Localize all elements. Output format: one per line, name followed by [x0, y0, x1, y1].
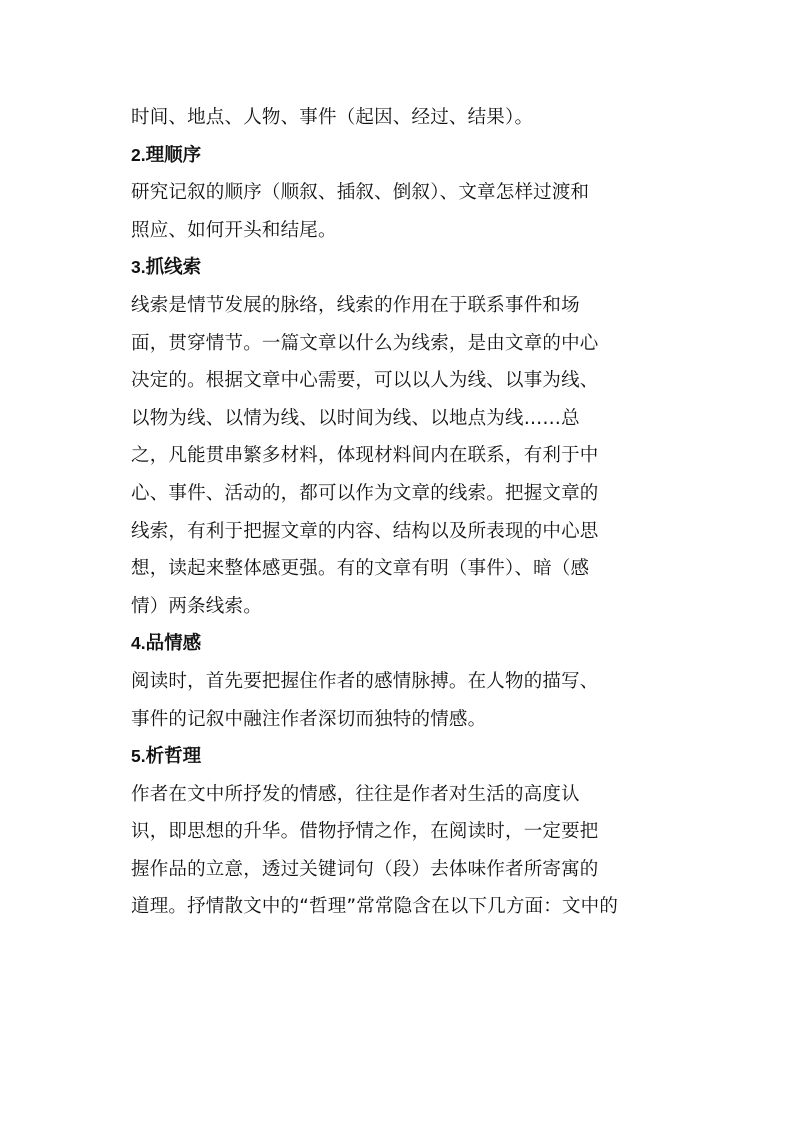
section-emotion — [131, 625, 663, 738]
section-title: 品情感 — [145, 633, 202, 655]
paragraph-line: 线索，有利于把握文章的内容、结构以及所表现的中心思 — [131, 520, 599, 542]
document-body — [131, 99, 663, 926]
paragraph-line: 时间、地点、人物、事件（起因、经过、结果）。 — [131, 107, 534, 128]
paragraph-line: 决定的。根据文章中心需要，可以以人为线、以事为线、 — [131, 370, 599, 392]
section-number: 5. — [131, 746, 146, 767]
section-title: 理顺序 — [145, 144, 202, 166]
paragraph-line: 研究记叙的顺序（顺叙、插叙、倒叙）、文章怎样过渡和 — [131, 182, 590, 204]
section-title: 析哲理 — [145, 746, 202, 768]
paragraph-line: 握作品的立意，透过关键词句（段）去体味作者所寄寓的 — [131, 858, 599, 880]
section-order — [131, 137, 663, 250]
paragraph-line: 作者在文中所抒发的情感，往往是作者对生活的高度认 — [131, 783, 580, 805]
paragraph-line: 情）两条线索。 — [131, 595, 262, 617]
section-heading — [131, 738, 663, 776]
section-number: 3. — [131, 257, 146, 278]
section-heading — [131, 137, 663, 175]
paragraph-line: 事件的记叙中融注作者深切而独特的情感。 — [131, 708, 487, 730]
paragraph-line: 之，凡能贯串繁多材料，体现材料间内在联系，有利于中 — [131, 445, 599, 467]
paragraph-line: 阅读时，首先要把握住作者的感情脉搏。在人物的描写、 — [131, 670, 599, 692]
section-philosophy — [131, 738, 663, 926]
section-number: 4. — [131, 633, 146, 654]
paragraph-line: 以物为线、以情为线、以时间为线、以地点为线……总 — [131, 407, 580, 429]
paragraph-line: 想，读起来整体感更强。有的文章有明（事件）、暗（感 — [131, 558, 590, 580]
paragraph-line: 面，贯穿情节。一篇文章以什么为线索，是由文章的中心 — [131, 332, 599, 354]
section-heading — [131, 249, 663, 287]
paragraph-line: 照应、如何开头和结尾。 — [131, 219, 337, 241]
paragraph-line: 识，即思想的升华。借物抒情之作，在阅读时，一定要把 — [131, 821, 599, 843]
section-heading — [131, 625, 663, 663]
paragraph-line: 线索是情节发展的脉络，线索的作用在于联系事件和场 — [131, 294, 580, 316]
paragraph-line: 心、事件、活动的，都可以作为文章的线索。把握文章的 — [131, 482, 599, 504]
intro-paragraph — [131, 99, 663, 137]
section-number: 2. — [131, 144, 146, 165]
section-title: 抓线索 — [145, 257, 202, 279]
section-clue — [131, 249, 663, 625]
paragraph-line: 道理。抒情散文中的“哲理”常常隐含在以下几方面：文中的 — [131, 896, 619, 918]
